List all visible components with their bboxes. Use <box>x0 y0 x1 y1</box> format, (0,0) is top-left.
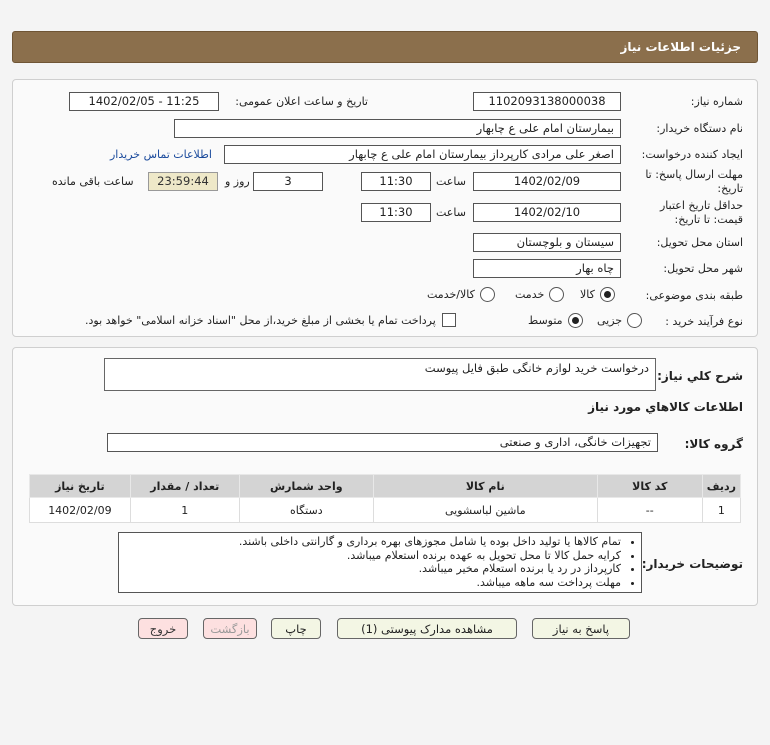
need-number-label: شماره نیاز: <box>690 95 743 108</box>
reply-deadline-label-line1: مهلت ارسال پاسخ: تا <box>645 168 743 181</box>
purchase-type-label: نوع فرآیند خرید : <box>665 315 743 328</box>
remaining-time-label: ساعت باقی مانده <box>52 175 134 188</box>
price-validity-label <box>660 199 743 227</box>
delivery-city-label: شهر محل تحویل: <box>663 262 743 275</box>
purchase-option-minor[interactable] <box>597 313 642 328</box>
page-header <box>12 31 758 63</box>
col-date: تاریخ نیاز <box>30 475 131 498</box>
price-validity-label-line1: حداقل تاریخ اعتبار <box>659 199 743 212</box>
buyer-notes-label: توضیحات خریدار: <box>641 557 743 571</box>
price-validity-label-line2: قیمت: تا تاریخ: <box>674 213 743 226</box>
col-name: نام کالا <box>373 475 597 498</box>
col-qty: تعداد / مقدار <box>130 475 239 498</box>
purchase-option-minor-label: جزیی <box>597 314 623 327</box>
reply-deadline-label-line2: تاریخ: <box>717 182 743 195</box>
reply-time-field: 11:30 <box>361 172 431 191</box>
reply-deadline-label <box>645 168 743 196</box>
category-option-goods-label: کالا <box>580 288 595 301</box>
goods-info-title: اطلاعات کالاهاي مورد نياز <box>588 400 743 414</box>
buyer-org-field: بیمارستان امام علی ع چابهار <box>174 119 621 138</box>
validity-time-label: ساعت <box>436 206 466 219</box>
remaining-time-field: 23:59:44 <box>148 172 218 191</box>
page-title: جزئیات اطلاعات نیاز <box>620 40 741 54</box>
delivery-province-field: سیستان و بلوچستان <box>473 233 621 252</box>
category-option-service[interactable] <box>515 287 564 302</box>
category-option-goods[interactable] <box>580 287 615 302</box>
category-option-goods-service[interactable] <box>427 287 495 302</box>
purchase-option-medium-label: متوسط <box>528 314 563 327</box>
reply-to-need-button[interactable]: پاسخ به نیاز <box>532 618 630 639</box>
buyer-note-item: • مهلت پرداخت سه ماهه میباشد. <box>125 576 621 590</box>
cell-name: ماشین لباسشویی <box>373 498 597 523</box>
goods-table-header <box>30 475 741 498</box>
buyer-org-label: نام دستگاه خریدار: <box>656 122 743 135</box>
announce-datetime-field: 1402/02/05 - 11:25 <box>69 92 219 111</box>
print-button[interactable]: چاپ <box>271 618 321 639</box>
cell-date: 1402/02/09 <box>30 498 131 523</box>
reply-date-field: 1402/02/09 <box>473 172 621 191</box>
requester-field: اصغر علی مرادی کارپرداز بیمارستان امام علی ع چابهار <box>224 145 621 164</box>
back-button[interactable]: بازگشت <box>203 618 257 639</box>
category-option-service-label: خدمت <box>515 288 545 301</box>
buyer-notes-list <box>125 535 635 589</box>
category-label: طبقه بندی موضوعی: <box>645 289 743 302</box>
cell-code: -- <box>597 498 702 523</box>
radio-unchecked-icon[interactable] <box>627 313 642 328</box>
cell-qty: 1 <box>130 498 239 523</box>
delivery-city-field: چاه بهار <box>473 259 621 278</box>
validity-date-field: 1402/02/10 <box>473 203 621 222</box>
need-number-field: 1102093138000038 <box>473 92 621 111</box>
need-summary-field: درخواست خرید لوازم خانگی طبق فایل پیوست <box>104 358 656 391</box>
category-option-goods-service-label: کالا/خدمت <box>427 288 475 301</box>
col-unit: واحد شمارش <box>239 475 373 498</box>
need-summary-label: شرح کلي نياز: <box>657 369 743 383</box>
col-code: کد کالا <box>597 475 702 498</box>
cell-unit: دستگاه <box>239 498 373 523</box>
requester-label: ایجاد کننده درخواست: <box>641 148 743 161</box>
buyer-note-item: • کارپرداز در رد یا برنده استعلام مخیر میباشد. <box>125 562 621 576</box>
treasury-payment-label: پرداخت تمام یا بخشی از مبلغ خرید،از محل "اسناد خزانه اسلامی" خواهد بود. <box>85 313 436 327</box>
reply-time-label: ساعت <box>436 175 466 188</box>
radio-unchecked-icon[interactable] <box>549 287 564 302</box>
cell-row: 1 <box>702 498 740 523</box>
radio-checked-icon[interactable] <box>568 313 583 328</box>
radio-unchecked-icon[interactable] <box>480 287 495 302</box>
announce-datetime-label: تاریخ و ساعت اعلان عمومی: <box>235 95 368 108</box>
goods-group-label: گروه کالا: <box>684 437 743 451</box>
buyer-note-item: • تمام کالاها یا تولید داخل بوده یا شامل مجوزهای بهره برداری و گارانتی داخلی باشند. <box>125 535 621 549</box>
days-label: روز و <box>225 175 250 188</box>
buyer-notes-box <box>118 532 642 593</box>
purchase-option-medium[interactable] <box>528 313 583 328</box>
col-row: ردیف <box>702 475 740 498</box>
exit-button[interactable]: خروج <box>138 618 188 639</box>
goods-group-field: تجهیزات خانگی، اداری و صنعتی <box>107 433 658 452</box>
delivery-province-label: استان محل تحویل: <box>656 236 743 249</box>
table-row[interactable] <box>30 498 741 523</box>
radio-checked-icon[interactable] <box>600 287 615 302</box>
buyer-note-item: • کرایه حمل کالا تا محل تحویل به عهده برنده استعلام میباشد. <box>125 549 621 563</box>
treasury-payment-option[interactable] <box>85 313 456 327</box>
checkbox-icon[interactable] <box>442 313 456 327</box>
validity-time-field: 11:30 <box>361 203 431 222</box>
goods-table <box>29 474 741 523</box>
days-field: 3 <box>253 172 323 191</box>
buyer-contact-link[interactable]: اطلاعات تماس خریدار <box>110 148 212 161</box>
view-attachments-button[interactable]: مشاهده مدارک پیوستی (1) <box>337 618 517 639</box>
